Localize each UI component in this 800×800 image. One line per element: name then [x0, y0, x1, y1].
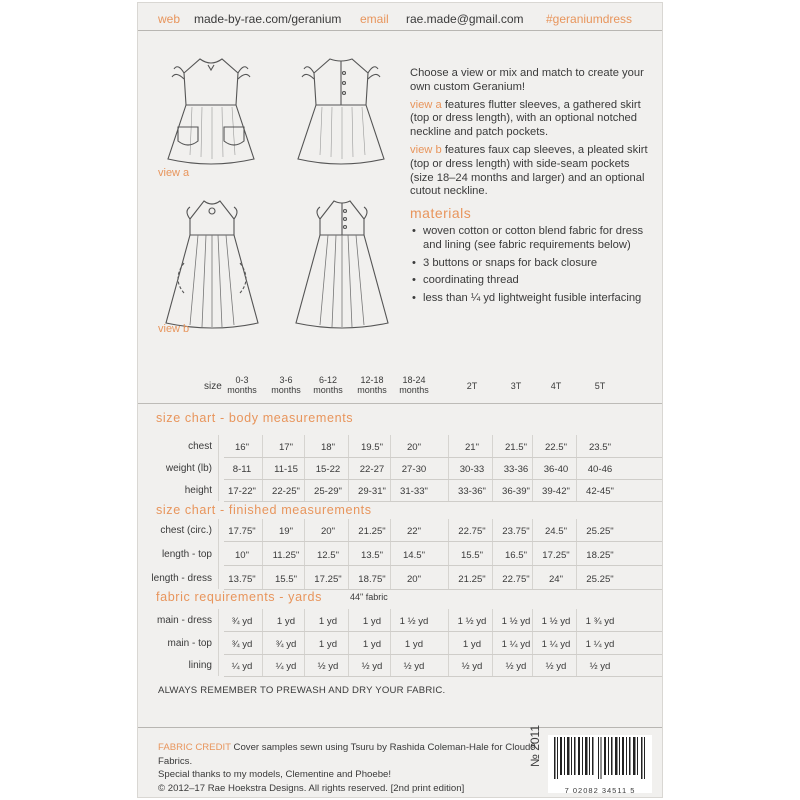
size-column-header [534, 381, 578, 391]
row-label: main - dress [156, 615, 212, 626]
size-header-rule [138, 403, 662, 404]
pattern-back-cover [138, 3, 662, 797]
table-cell: 39-42" [542, 486, 570, 497]
size-code: 3-6 [279, 375, 293, 385]
web-label: web [158, 12, 181, 26]
size-label: size [204, 381, 222, 392]
view-a-text: features flutter sleeves, a gathered skirt (top or dress length), with an optional notched neckline and patch pockets. [410, 98, 641, 139]
table-cell: ½ yd [361, 661, 383, 672]
fabric-requirements-title: fabric requirements - yards [156, 590, 322, 604]
table-cell: 20" [320, 526, 336, 537]
materials-item: • coordinating thread [410, 274, 650, 288]
table-cell: 1 ¼ yd [501, 639, 531, 650]
table-cell: 15.5" [274, 574, 298, 585]
row-label: chest (circ.) [160, 525, 212, 536]
table-cell: ½ yd [461, 661, 483, 672]
view-a-lead: view a [410, 98, 442, 111]
table-cell: 1 yd [404, 639, 424, 650]
table-cell: 17.25" [314, 574, 342, 585]
table-cell: 27-30 [401, 464, 427, 475]
table-cell: 12.5" [316, 550, 340, 561]
fabric-width-note: 44" fabric [350, 592, 388, 602]
size-column-header [494, 381, 538, 391]
column-divider [448, 435, 449, 501]
table-cell: 1 ½ yd [457, 616, 487, 627]
size-column-header [220, 375, 264, 395]
description-panel [410, 67, 650, 310]
table-cell: ¼ yd [231, 661, 253, 672]
table-cell: ¾ yd [231, 639, 253, 650]
table-cell: 22-27 [359, 464, 385, 475]
table-cell: 10" [234, 550, 250, 561]
table-cell: 23.75" [502, 526, 530, 537]
table-cell: ½ yd [505, 661, 527, 672]
view-b-label: view b [158, 323, 190, 335]
row-label: length - top [161, 549, 212, 560]
table-cell: 13.5" [360, 550, 384, 561]
table-cell: 14.5" [402, 550, 426, 561]
table-cell: 1 ½ yd [501, 616, 531, 627]
view-b-lead: view b [410, 143, 442, 156]
row-label: height [184, 485, 212, 496]
table-cell: 11.25" [272, 550, 300, 561]
table-cell: 29-31" [358, 486, 386, 497]
table-cell: 36-39" [502, 486, 530, 497]
size-column-header [578, 381, 622, 391]
size-column-header [264, 375, 308, 395]
view-b-text: features faux cap sleeves, a pleated skirt (top or dress length) with side-seam pockets (size 18–24 months and larger) and an optional cutout neckline. [410, 143, 648, 198]
row-label: length - dress [151, 573, 212, 584]
view-b-illustration [156, 193, 396, 343]
table-cell: 18.25" [586, 550, 614, 561]
special-thanks: Special thanks to my models, Clementine and Phoebe! [158, 769, 392, 781]
row-rule [224, 676, 662, 677]
size-code: 2T [466, 381, 478, 391]
materials-list [410, 225, 650, 306]
table-cell: 1 ½ yd [399, 616, 429, 627]
table-cell: 11-15 [274, 464, 298, 475]
table-cell: ½ yd [403, 661, 425, 672]
size-code: 12-18 [360, 375, 384, 385]
size-code: 4T [550, 381, 562, 391]
materials-item: • less than ¼ yd lightweight fusible interfacing [410, 292, 650, 306]
size-unit: months [313, 385, 343, 395]
size-column-header [392, 375, 436, 395]
table-cell: 36-40 [543, 464, 569, 475]
table-cell: 16.5" [504, 550, 528, 561]
table-cell: 15-22 [315, 464, 341, 475]
table-cell: 19.5" [360, 442, 384, 453]
row-label: lining [188, 660, 212, 671]
footer-divider [138, 727, 662, 728]
size-code: 0-3 [235, 375, 249, 385]
row-rule [224, 457, 662, 458]
body-measurements-title: size chart - body measurements [156, 411, 354, 425]
table-cell: ½ yd [545, 661, 567, 672]
view-b-description [410, 144, 650, 199]
fabric-credit-text: Cover samples sewn using Tsuru by Rashida Coleman-Hale for Cloud9 Fabrics. [158, 742, 536, 767]
table-cell: 1 yd [462, 639, 482, 650]
size-code: 5T [594, 381, 606, 391]
table-cell: ½ yd [589, 661, 611, 672]
table-cell: 30-33 [459, 464, 485, 475]
row-rule [224, 589, 662, 590]
barcode [548, 735, 652, 793]
table-cell: 31-33" [400, 486, 428, 497]
size-unit: months [271, 385, 301, 395]
barcode-digits: 7 02082 34511 5 [564, 786, 636, 795]
table-cell: 22-25" [272, 486, 300, 497]
table-cell: 17" [278, 442, 294, 453]
table-cell: 17.25" [542, 550, 570, 561]
table-cell: 24.5" [544, 526, 568, 537]
table-cell: 1 ½ yd [541, 616, 571, 627]
table-cell: 33-36 [503, 464, 529, 475]
table-cell: 1 ¼ yd [541, 639, 571, 650]
copyright: © 2012–17 Rae Hoekstra Designs. All rights reserved. [2nd print edition] [158, 782, 465, 794]
table-cell: 20" [406, 574, 422, 585]
email-label: email [360, 12, 389, 26]
table-cell: 22.75" [502, 574, 530, 585]
prewash-note: ALWAYS REMEMBER TO PREWASH AND DRY YOUR FABRIC. [158, 685, 446, 696]
table-cell: 1 yd [318, 616, 338, 627]
table-cell: 25.25" [586, 574, 614, 585]
table-cell: 1 yd [362, 639, 382, 650]
table-cell: 42-45" [586, 486, 614, 497]
table-cell: 21.25" [458, 574, 486, 585]
size-unit: months [357, 385, 387, 395]
email-address: rae.made@gmail.com [406, 12, 524, 26]
table-cell: 40-46 [587, 464, 613, 475]
row-rule [224, 565, 662, 566]
column-divider [448, 519, 449, 589]
size-code: 18-24 [402, 375, 426, 385]
table-cell: 1 yd [362, 616, 382, 627]
view-a-description [410, 99, 650, 140]
web-url: made-by-rae.com/geranium [194, 12, 342, 26]
table-cell: ¾ yd [275, 639, 297, 650]
size-column-header [450, 381, 494, 391]
pattern-number: № 2011 [528, 724, 542, 767]
size-code: 3T [510, 381, 522, 391]
materials-item: • 3 buttons or snaps for back closure [410, 257, 650, 271]
table-cell: 1 ¼ yd [585, 639, 615, 650]
row-rule [224, 541, 662, 542]
table-cell: 16" [234, 442, 250, 453]
hashtag: #geraniumdress [546, 12, 633, 26]
size-column-header [350, 375, 394, 395]
table-cell: 24" [548, 574, 564, 585]
table-cell: 15.5" [460, 550, 484, 561]
footer-text [158, 741, 558, 795]
materials-item: • woven cotton or cotton blend fabric for dress and lining (see fabric requirements below) [410, 225, 650, 253]
table-cell: 1 ¾ yd [585, 616, 615, 627]
view-a-label: view a [158, 167, 190, 179]
size-unit: months [227, 385, 257, 395]
table-cell: 17.75" [228, 526, 256, 537]
table-cell: 20" [406, 442, 422, 453]
column-divider [218, 435, 219, 501]
table-cell: 21.25" [358, 526, 386, 537]
table-cell: 19" [278, 526, 294, 537]
size-unit: months [399, 385, 429, 395]
column-divider [218, 609, 219, 676]
table-cell: ¾ yd [231, 616, 253, 627]
table-cell: 25-29" [314, 486, 342, 497]
row-label: weight (lb) [165, 463, 212, 474]
table-cell: 1 yd [276, 616, 296, 627]
row-rule [224, 479, 662, 480]
table-cell: 1 yd [318, 639, 338, 650]
table-cell: 22.75" [458, 526, 486, 537]
size-code: 6-12 [318, 375, 337, 385]
fabric-credit [158, 741, 558, 768]
fabric-credit-label: FABRIC CREDIT [158, 742, 231, 753]
view-a-illustration [156, 41, 396, 191]
column-divider [218, 519, 219, 589]
finished-measurements-title: size chart - finished measurements [156, 503, 372, 517]
table-cell: 17-22" [228, 486, 256, 497]
table-cell: 25.25" [586, 526, 614, 537]
table-cell: 22" [406, 526, 422, 537]
column-divider [448, 609, 449, 676]
barcode-bars [548, 735, 652, 783]
table-cell: 8-11 [232, 464, 252, 475]
row-rule [224, 631, 662, 632]
row-rule [224, 654, 662, 655]
table-cell: 21" [464, 442, 480, 453]
table-cell: 18.75" [358, 574, 386, 585]
row-label: chest [188, 441, 212, 452]
intro-text: Choose a view or mix and match to create your own custom Geranium! [410, 67, 644, 93]
materials-title: materials [410, 205, 472, 222]
header-divider [138, 30, 662, 31]
table-cell: 21.5" [504, 442, 528, 453]
table-cell: ½ yd [317, 661, 339, 672]
table-cell: 23.5" [588, 442, 612, 453]
row-rule [224, 501, 662, 502]
size-column-header [306, 375, 350, 395]
table-cell: 18" [320, 442, 336, 453]
table-cell: 22.5" [544, 442, 568, 453]
row-label: main - top [167, 638, 212, 649]
table-cell: ¼ yd [275, 661, 297, 672]
table-cell: 13.75" [228, 574, 256, 585]
table-cell: 33-36" [458, 486, 486, 497]
